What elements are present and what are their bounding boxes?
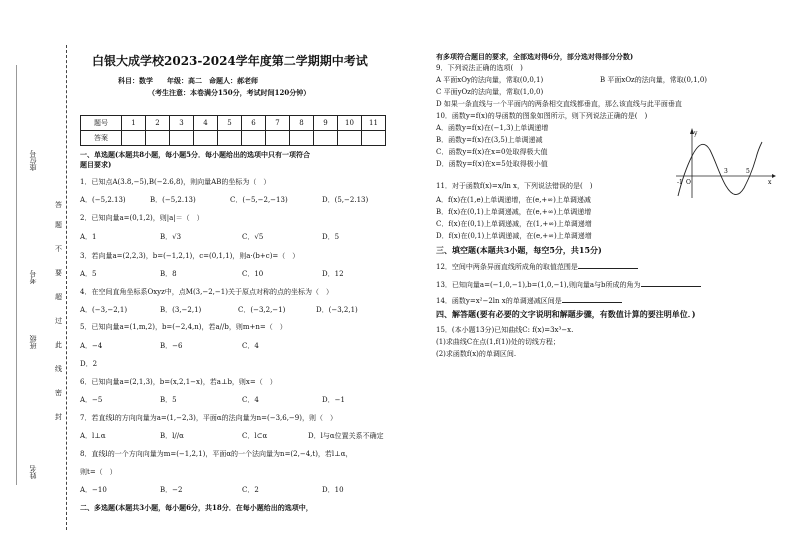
- section4-title: 四、解答题(要有必要的文字说明和解题步骤，有数值计算的要注明单位．): [436, 309, 696, 319]
- exam-info: 科目：数学 年级：高二 命题人：郝老师: [118, 76, 258, 85]
- answer-cell[interactable]: [218, 131, 242, 146]
- seat-number-label: 座位号: [29, 150, 37, 171]
- q4-option-b: B．(3,−2,1): [160, 306, 202, 314]
- q5-option-c: C．4: [242, 342, 259, 350]
- seal-char: 密: [55, 389, 62, 397]
- x-axis-arrow: [772, 174, 776, 178]
- question-15-part2: (2)求函数f(x)的单调区间.: [436, 350, 517, 358]
- q9-option-c: C 平面yOz的法向量，常取(1,0,0): [436, 88, 544, 96]
- question-7: 7．若直线l的方向向量为a=(1,−2,3)，平面α的法向量为n=(−3,6,−9)，则（ ）: [80, 414, 337, 422]
- table-cell: 2: [146, 116, 170, 131]
- q6-option-a: A．−5: [80, 396, 103, 404]
- graph-three-label: 3: [724, 168, 728, 175]
- exam-title: 白银大成学校2023-2024学年度第二学期期中考试: [92, 54, 368, 68]
- table-cell: 7: [266, 116, 290, 131]
- table-cell: 6: [242, 116, 266, 131]
- answer-cell[interactable]: [266, 131, 290, 146]
- question-15-part1: (1)求曲线C在点(1,f(1))处的切线方程；: [436, 338, 560, 346]
- answer-cell[interactable]: [290, 131, 314, 146]
- question-13-text: 13．已知向量a=(−1,0,−1),b=(1,0,−1),则向量a与b所成的角为: [436, 281, 641, 289]
- question-1: 1．已知点A(3.8,−5),B(−2.6,8)，则向量AB的坐标为（ ）: [80, 178, 271, 186]
- question-5: 5．已知向量a=(1,m,2)，b=(−2,4,n)，若a//b，则m+n=（ ）: [80, 323, 287, 331]
- q11-option-c: C．f(x)在(0,1)上单调递减，在(1,+∞)上单调递增: [436, 220, 592, 228]
- seal-line: [66, 45, 67, 530]
- q9-option-a: A 平面xOy的法向量，常取(0,0,1): [436, 76, 544, 84]
- answer-cell[interactable]: [194, 131, 218, 146]
- q3-option-b: B．8: [160, 270, 177, 278]
- q8-option-d: D．10: [322, 486, 344, 494]
- q5-option-b: B．−6: [160, 342, 183, 350]
- question-9: 9．下列说法正确的选项( ): [436, 64, 523, 72]
- q1-option-b: B．(−5,2.13): [150, 196, 196, 204]
- answer-cell[interactable]: [122, 131, 146, 146]
- table-row: [81, 131, 386, 146]
- derivative-graph: [676, 128, 776, 200]
- q14-answer-blank[interactable]: [562, 296, 622, 303]
- table-cell: 10: [338, 116, 362, 131]
- q11-option-b: B．f(x)在(0,1)上单调递减，在(e,+∞)上单调递增: [436, 208, 592, 216]
- seal-char: 此: [55, 341, 62, 349]
- table-cell: 9: [314, 116, 338, 131]
- question-4: 4．在空间直角坐标系Oxyz中，点M(3,−2,−1)关于原点对称的点的坐标为（ ）: [80, 288, 333, 296]
- answer-cell[interactable]: [170, 131, 194, 146]
- q10-option-c: C．函数y=f(x)在x=0处取得极大值: [436, 148, 548, 156]
- question-10: 10．函数y=f(x)的导函数的图象如图所示，则下列说法正确的是( ): [436, 112, 648, 120]
- q3-option-a: A．5: [80, 270, 97, 278]
- section2-title: 二、多选题(本题共3小题，每小题6分，共18分．在每小题给出的选项中，: [80, 503, 313, 512]
- question-14: [436, 296, 622, 306]
- section2-title-cont: 有多项符合题目的要求，全部选对得6分，部分选对得部分分数): [436, 52, 634, 61]
- q4-option-c: C．(−3,2,−1): [238, 306, 286, 314]
- q6-option-c: C．4: [242, 396, 259, 404]
- answer-cell[interactable]: [242, 131, 266, 146]
- q3-option-c: C．10: [242, 270, 264, 278]
- seal-char: 不: [55, 245, 62, 253]
- section1-title-cont: 题目要求): [80, 160, 112, 169]
- q4-option-d: D．(−3,2,1): [316, 306, 358, 314]
- class-label: 班级: [29, 335, 37, 349]
- q12-answer-blank[interactable]: [578, 262, 638, 269]
- table-cell: 答案: [81, 131, 122, 146]
- table-cell: 11: [362, 116, 386, 131]
- q1-option-a: A．(−5,2.13): [80, 196, 126, 204]
- q1-option-d: D．(5,−2.13): [322, 196, 369, 204]
- answer-cell[interactable]: [146, 131, 170, 146]
- outer-binding-line: [16, 65, 17, 485]
- q9-option-b: B 平面xOz的法向量，常取(0,1,0): [600, 76, 708, 84]
- name-label: 姓名: [29, 465, 37, 479]
- q8-option-c: C．2: [242, 486, 259, 494]
- section3-title: 三、填空题(本题共3小题，每空5分，共15分): [436, 245, 602, 255]
- q7-option-d: D．l与α位置关系不确定: [308, 432, 384, 440]
- table-cell: 题号: [81, 116, 122, 131]
- q7-option-b: B．l//α: [160, 432, 184, 440]
- question-8-cont: 则t=（ ）: [80, 468, 117, 476]
- seal-char: 题: [55, 221, 62, 229]
- seal-char: 封: [55, 413, 62, 421]
- section1-title: 一、单选题(本题共8小题，每小题5分．每小题给出的选项中只有一项符合: [80, 150, 311, 159]
- exam-number-label: 考号: [29, 270, 37, 284]
- q8-option-b: B．−2: [160, 486, 183, 494]
- q3-option-d: D．12: [322, 270, 344, 278]
- graph-five-label: 5: [746, 168, 750, 175]
- table-cell: 3: [170, 116, 194, 131]
- q10-option-a: A．函数y=f(x)在(−1,3)上单调递增: [436, 124, 549, 132]
- graph-x-label: x: [768, 179, 772, 186]
- q11-option-a: A．f(x)在(1,e)上单调递增，在(e,+∞)上单调递减: [436, 196, 591, 204]
- q8-option-a: A．−10: [80, 486, 107, 494]
- q11-option-d: D．f(x)在(0,1)上单调递减，在(e,+∞)上单调递增: [436, 232, 592, 240]
- q5-option-a: A．−4: [80, 342, 103, 350]
- seal-char: 过: [55, 317, 62, 325]
- q7-option-a: A．l⊥α: [80, 432, 106, 440]
- q13-answer-blank[interactable]: [641, 280, 701, 287]
- seal-char: 线: [55, 365, 62, 373]
- q9-option-d: D 如果一条直线与一个平面内的两条相交直线都垂直，那么该直线与此平面垂直: [436, 100, 682, 108]
- question-6: 6．已知向量a=(2,1,3)，b=(x,2,1−x)，若a⊥b，则x=（ ）: [80, 378, 277, 386]
- answer-cell[interactable]: [338, 131, 362, 146]
- question-12-text: 12．空间中两条异面直线所成角的取值范围是: [436, 263, 578, 271]
- question-15: 15．(本小题13分)已知曲线C: f(x)=3x³−x.: [436, 326, 574, 334]
- table-cell: 5: [218, 116, 242, 131]
- q2-option-d: D．5: [322, 233, 340, 241]
- answer-cell[interactable]: [314, 131, 338, 146]
- answer-table: [80, 115, 386, 146]
- q5-option-d: D．2: [80, 360, 98, 368]
- seal-char: 超: [55, 293, 62, 301]
- exam-note: （考生注意：本卷满分150分，考试时间120分钟）: [148, 88, 311, 97]
- question-8: 8．直线l的一个方向向量为m=(−1,2,1)，平面α的一个法向量为n=(2,−4,t)，若l⊥α，: [80, 450, 353, 458]
- q2-option-b: B．√3: [160, 233, 182, 241]
- question-13: [436, 280, 701, 290]
- q2-option-c: C．√5: [242, 233, 264, 241]
- q6-option-b: B．5: [160, 396, 177, 404]
- q6-option-d: D．−1: [322, 396, 345, 404]
- table-cell: 1: [122, 116, 146, 131]
- graph-y-label: y: [694, 130, 698, 137]
- table-cell: 4: [194, 116, 218, 131]
- q2-option-a: A．1: [80, 233, 97, 241]
- question-12: [436, 262, 638, 272]
- q1-option-c: C．(−5,−2,−13): [230, 196, 288, 204]
- graph-origin-label: O: [686, 179, 691, 186]
- question-3: 3．若向量a=(2,2,3)，b=(−1,2,1)，c=(0,1,1)，则a·(b+c)=（ ）: [80, 252, 300, 260]
- seal-char: 答: [55, 201, 62, 209]
- table-row: [81, 116, 386, 131]
- seal-char: 要: [55, 269, 62, 277]
- graph-neg1-label: -1: [677, 179, 683, 186]
- question-14-text: 14．函数y=x²−2ln x的单调递减区间是: [436, 297, 562, 305]
- q4-option-a: A．(−3,−2,1): [80, 306, 128, 314]
- q10-option-b: B．函数y=f(x)在(3,5)上单调递减: [436, 136, 543, 144]
- q10-option-d: D．函数y=f(x)在x=5处取得极小值: [436, 160, 548, 168]
- question-2: 2．已知向量a=(0,1,2)，则|a|＝（ ）: [80, 214, 204, 222]
- q7-option-c: C．l⊂α: [242, 432, 268, 440]
- question-11: 11．对于函数f(x)=x/ln x，下列说法错误的是( ): [436, 182, 593, 190]
- table-cell: 8: [290, 116, 314, 131]
- answer-cell[interactable]: [362, 131, 386, 146]
